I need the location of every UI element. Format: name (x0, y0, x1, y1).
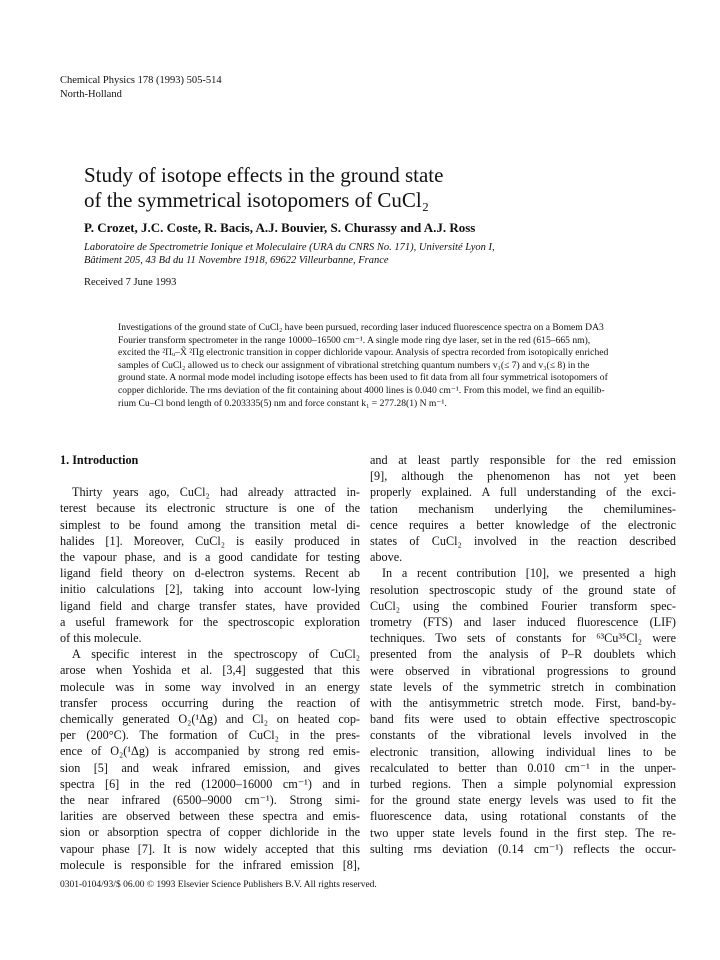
body-line: terest because its electronic structure is one of the (60, 501, 360, 516)
body-line: ligand field theory on d-electron systems. Recent ab (60, 566, 360, 581)
body-line: two upper state levels found in the first step. The re- (370, 825, 676, 840)
abstract-line: copper dichloride. The rms deviation of the fit containing about 4000 lines is 0.040 cm⁻¹. From this model, we find an equilib- (118, 384, 605, 396)
author-list: P. Crozet, J.C. Coste, R. Bacis, A.J. Bouvier, S. Churassy and A.J. Ross (84, 220, 476, 235)
body-line: state levels of the symmetric stretch in combination (370, 679, 676, 694)
affiliation (84, 241, 495, 267)
body-line: arose when Yoshida et al. [3,4] suggested that this (60, 663, 360, 678)
abstract (118, 322, 654, 410)
body-line: vapour phase [7]. It is now widely accepted that this (60, 841, 360, 856)
journal-citation: Chemical Physics 178 (1993) 505-514 (60, 75, 222, 86)
body-line: above. (370, 550, 403, 565)
body-line: turbed regions. Then a simple polynomial expression (370, 777, 676, 792)
section-heading: 1. Introduction (60, 453, 139, 467)
affiliation-line-1: Laboratoire de Spectrometrie Ionique et Moleculaire (URA du CNRS No. 171), Université Lyon I, (84, 242, 495, 253)
abstract-line: rium Cu–Cl bond length of 0.203335(5) nm and force constant k₁ = 277.28(1) N m⁻¹. (118, 397, 447, 409)
paper-title (84, 163, 644, 213)
copyright-footer: 0301-0104/93/$ 06.00 © 1993 Elsevier Science Publishers B.V. All rights reserved. (60, 880, 377, 890)
body-line: constants of the vibrational levels involved in the (370, 728, 676, 743)
body-line: resolution spectroscopic study of the ground state of (370, 582, 676, 597)
body-line: sion [5] and weak infrared emission, and gives (60, 760, 360, 775)
body-line: fluorescence data, using rotational constants of the (370, 809, 676, 824)
body-line: for the ground state energy levels was used to fit the (370, 793, 676, 808)
received-date: Received 7 June 1993 (84, 277, 177, 288)
body-line: recalculated to better than 0.010 cm⁻¹ in the unper- (370, 760, 676, 775)
body-line: properly explained. A full understanding of the exci- (370, 485, 676, 500)
journal-header (60, 74, 222, 102)
abstract-line: samples of CuCl₂ allowed us to check our assignment of vibrational stretching quantum numbers v₁(≤ 7) and v₃(≤ 8) in the (118, 359, 590, 371)
body-column-right (370, 452, 676, 857)
body-line: trometry (FTS) and laser induced fluorescence (LIF) (370, 615, 676, 630)
title-line-2: of the symmetrical isotopomers of CuCl₂ (84, 188, 430, 212)
body-line: the vapour phase, and is a good candidate for testing (60, 550, 360, 565)
abstract-line: ground state. A normal mode model including isotope effects has been used to fit data from all four symmetrical isotopomers of (118, 372, 608, 384)
body-line: with the antisymmetric stretch mode. First, band-by- (370, 696, 676, 711)
body-line: and at least partly responsible for the red emission (370, 453, 676, 467)
body-line: cence requires a better knowledge of the electronic (370, 517, 676, 532)
body-line: per (200°C). The formation of CuCl₂ in the pres- (60, 728, 360, 743)
body-line: CuCl₂ using the combined Fourier transform spec- (370, 598, 676, 613)
body-line: Thirty years ago, CuCl₂ had already attracted in- (72, 485, 360, 500)
body-line: tation mechanism underlying the chemilumines- (370, 501, 676, 516)
abstract-line: excited the ²Πᵤ–X̃ ²Πg electronic transition in copper dichloride vapour. Analysis of spectra recorded from isotopically enriched (118, 347, 609, 359)
body-line: molecule was in some way involved in an energy (60, 679, 360, 694)
body-line: presented from the analysis of P–R doublets which (370, 647, 676, 662)
publisher-place: North-Holland (60, 89, 122, 100)
body-line: states of CuCl₂ involved in the reaction described (370, 534, 676, 549)
body-line: A specific interest in the spectroscopy of CuCl₂ (72, 647, 360, 662)
body-line: ligand field and charge transfer states, have provided (60, 598, 360, 613)
body-line: sion or absorption spectra of copper dichloride in the (60, 825, 360, 840)
body-line: of this molecule. (60, 631, 142, 646)
affiliation-line-2: Bâtiment 205, 43 Bd du 11 Novembre 1918, 69622 Villeurbanne, France (84, 255, 389, 266)
body-line: techniques. Two sets of constants for ⁶³Cu³⁵Cl₂ were (370, 631, 676, 646)
abstract-line: Fourier transform spectrometer in the range 10000–16500 cm⁻¹. A single mode ring dye laser, set in the red (615–665 nm), (118, 334, 591, 346)
abstract-line: Investigations of the ground state of CuCl₂ have been pursued, recording laser induced fluorescence spectra on a Bomem DA3 (118, 322, 604, 333)
body-line: initio calculations [2], taking into account low-lying (60, 582, 360, 597)
body-line: a useful framework for the spectroscopic exploration (60, 614, 360, 629)
body-line: chemically generated O₂(¹Δg) and Cl₂ on heated cop- (60, 712, 360, 727)
body-line: sulting rms deviation (0.14 cm⁻¹) reflects the occur- (370, 841, 676, 856)
body-line: transfer process occurring during the reaction of (60, 695, 360, 710)
body-line: band fits were used to obtain effective spectroscopic (370, 712, 676, 727)
body-line: the near infrared (6500–9000 cm⁻¹). Strong simi- (60, 793, 360, 808)
body-line: were observed in vibrational progressions to ground (370, 663, 676, 678)
body-line: molecule is responsible for the infrared emission [8], (60, 857, 360, 872)
body-line: simplest to be found among the transition metal di- (60, 517, 360, 532)
body-column-left (60, 452, 360, 873)
body-line: halides [1]. Moreover, CuCl₂ is easily produced in (60, 533, 360, 548)
title-line-1: Study of isotope effects in the ground state (84, 163, 444, 187)
body-line: electronic transition, allowing individual lines to be (370, 744, 676, 759)
body-line: ence of O₂(¹Δg) is accompanied by strong red emis- (60, 744, 360, 759)
body-line: spectra [6] in the red (12000–16000 cm⁻¹) and in (60, 776, 360, 791)
body-line: [9], although the phenomenon has not yet been (370, 469, 676, 484)
body-line: In a recent contribution [10], we presented a high (382, 566, 676, 581)
body-line: larities are observed between these spectra and emis- (60, 809, 360, 824)
